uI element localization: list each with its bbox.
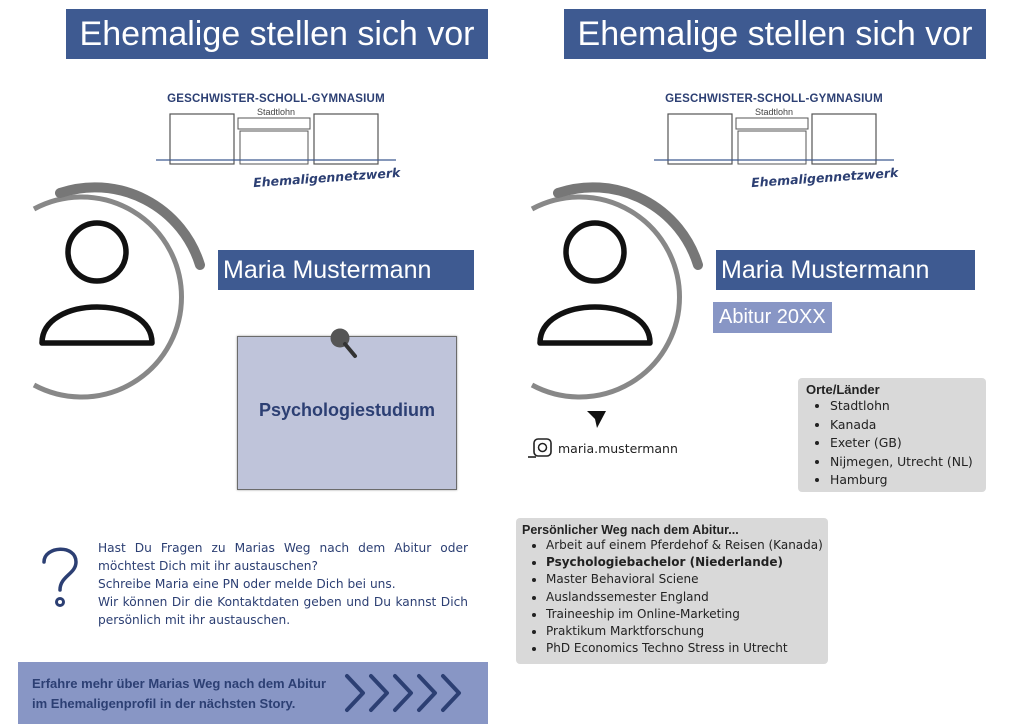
story-slide-left xyxy=(18,0,492,727)
study-label: Psychologiestudium xyxy=(258,400,436,420)
list-item: • Traineeship im Online-Marketing xyxy=(546,606,828,623)
info-line: Schreibe Maria eine PN oder melde Dich bei uns. xyxy=(98,577,396,591)
list-item: • Hamburg xyxy=(830,471,986,490)
network-label: Ehemaligennetzwerk xyxy=(252,164,401,191)
list-item: • Exeter (GB) xyxy=(830,434,986,453)
info-line: Hast Du Fragen zu Marias Weg nach dem Abitur oder möchtest Dich mit ihr austauschen? xyxy=(98,541,468,573)
question-mark-icon xyxy=(38,540,84,610)
avatar xyxy=(498,175,708,405)
instagram-handle: maria.mustermann xyxy=(558,441,678,456)
person-name: Maria Mustermann xyxy=(218,250,474,290)
abitur-badge: Abitur 20XX xyxy=(713,302,832,333)
slide-title: Ehemalige stellen sich vor xyxy=(564,9,986,59)
places-box xyxy=(798,378,986,492)
career-path-header: Persönlicher Weg nach dem Abitur... xyxy=(522,523,739,537)
next-story-line: im Ehemaligenprofil in der nächsten Story. xyxy=(32,696,296,711)
school-name: GESCHWISTER-SCHOLL-GYMNASIUM xyxy=(167,93,385,105)
next-story-banner xyxy=(18,662,488,724)
school-town: Stadtlohn xyxy=(754,107,794,117)
list-item: • Stadtlohn xyxy=(830,397,986,416)
places-list xyxy=(806,397,986,490)
story-slide-right xyxy=(516,0,1006,727)
school-town: Stadtlohn xyxy=(256,107,296,117)
instagram-icon xyxy=(528,437,554,461)
next-story-line: Erfahre mehr über Marias Weg nach dem Abitur xyxy=(32,676,327,691)
list-item: • Psychologiebachelor (Niederlande) xyxy=(546,554,828,571)
contact-info-text xyxy=(98,539,468,629)
send-icon xyxy=(585,408,609,432)
pin-icon xyxy=(323,322,363,362)
list-item: • Praktikum Marktforschung xyxy=(546,623,828,640)
chevrons-right-icon xyxy=(343,672,471,714)
next-story-text xyxy=(32,674,326,714)
list-item: • PhD Economics Techno Stress in Utrecht xyxy=(546,640,828,657)
places-header: Orte/Länder xyxy=(806,382,880,397)
info-line: Wir können Dir die Kontaktdaten geben und Du kannst Dich persönlich mit ihr austauschen. xyxy=(98,595,468,627)
slide-title: Ehemalige stellen sich vor xyxy=(66,9,488,59)
list-item: • Auslandssemester England xyxy=(546,589,828,606)
list-item: • Master Behavioral Sciene xyxy=(546,571,828,588)
network-label: Ehemaligennetzwerk xyxy=(750,164,899,191)
career-path-list xyxy=(522,537,828,657)
list-item: • Kanada xyxy=(830,416,986,435)
career-path-box xyxy=(516,518,828,664)
avatar xyxy=(0,175,210,405)
list-item: • Nijmegen, Utrecht (NL) xyxy=(830,453,986,472)
list-item: • Arbeit auf einem Pferdehof & Reisen (Kanada) xyxy=(546,537,828,554)
school-name: GESCHWISTER-SCHOLL-GYMNASIUM xyxy=(665,93,883,105)
person-name: Maria Mustermann xyxy=(716,250,975,290)
